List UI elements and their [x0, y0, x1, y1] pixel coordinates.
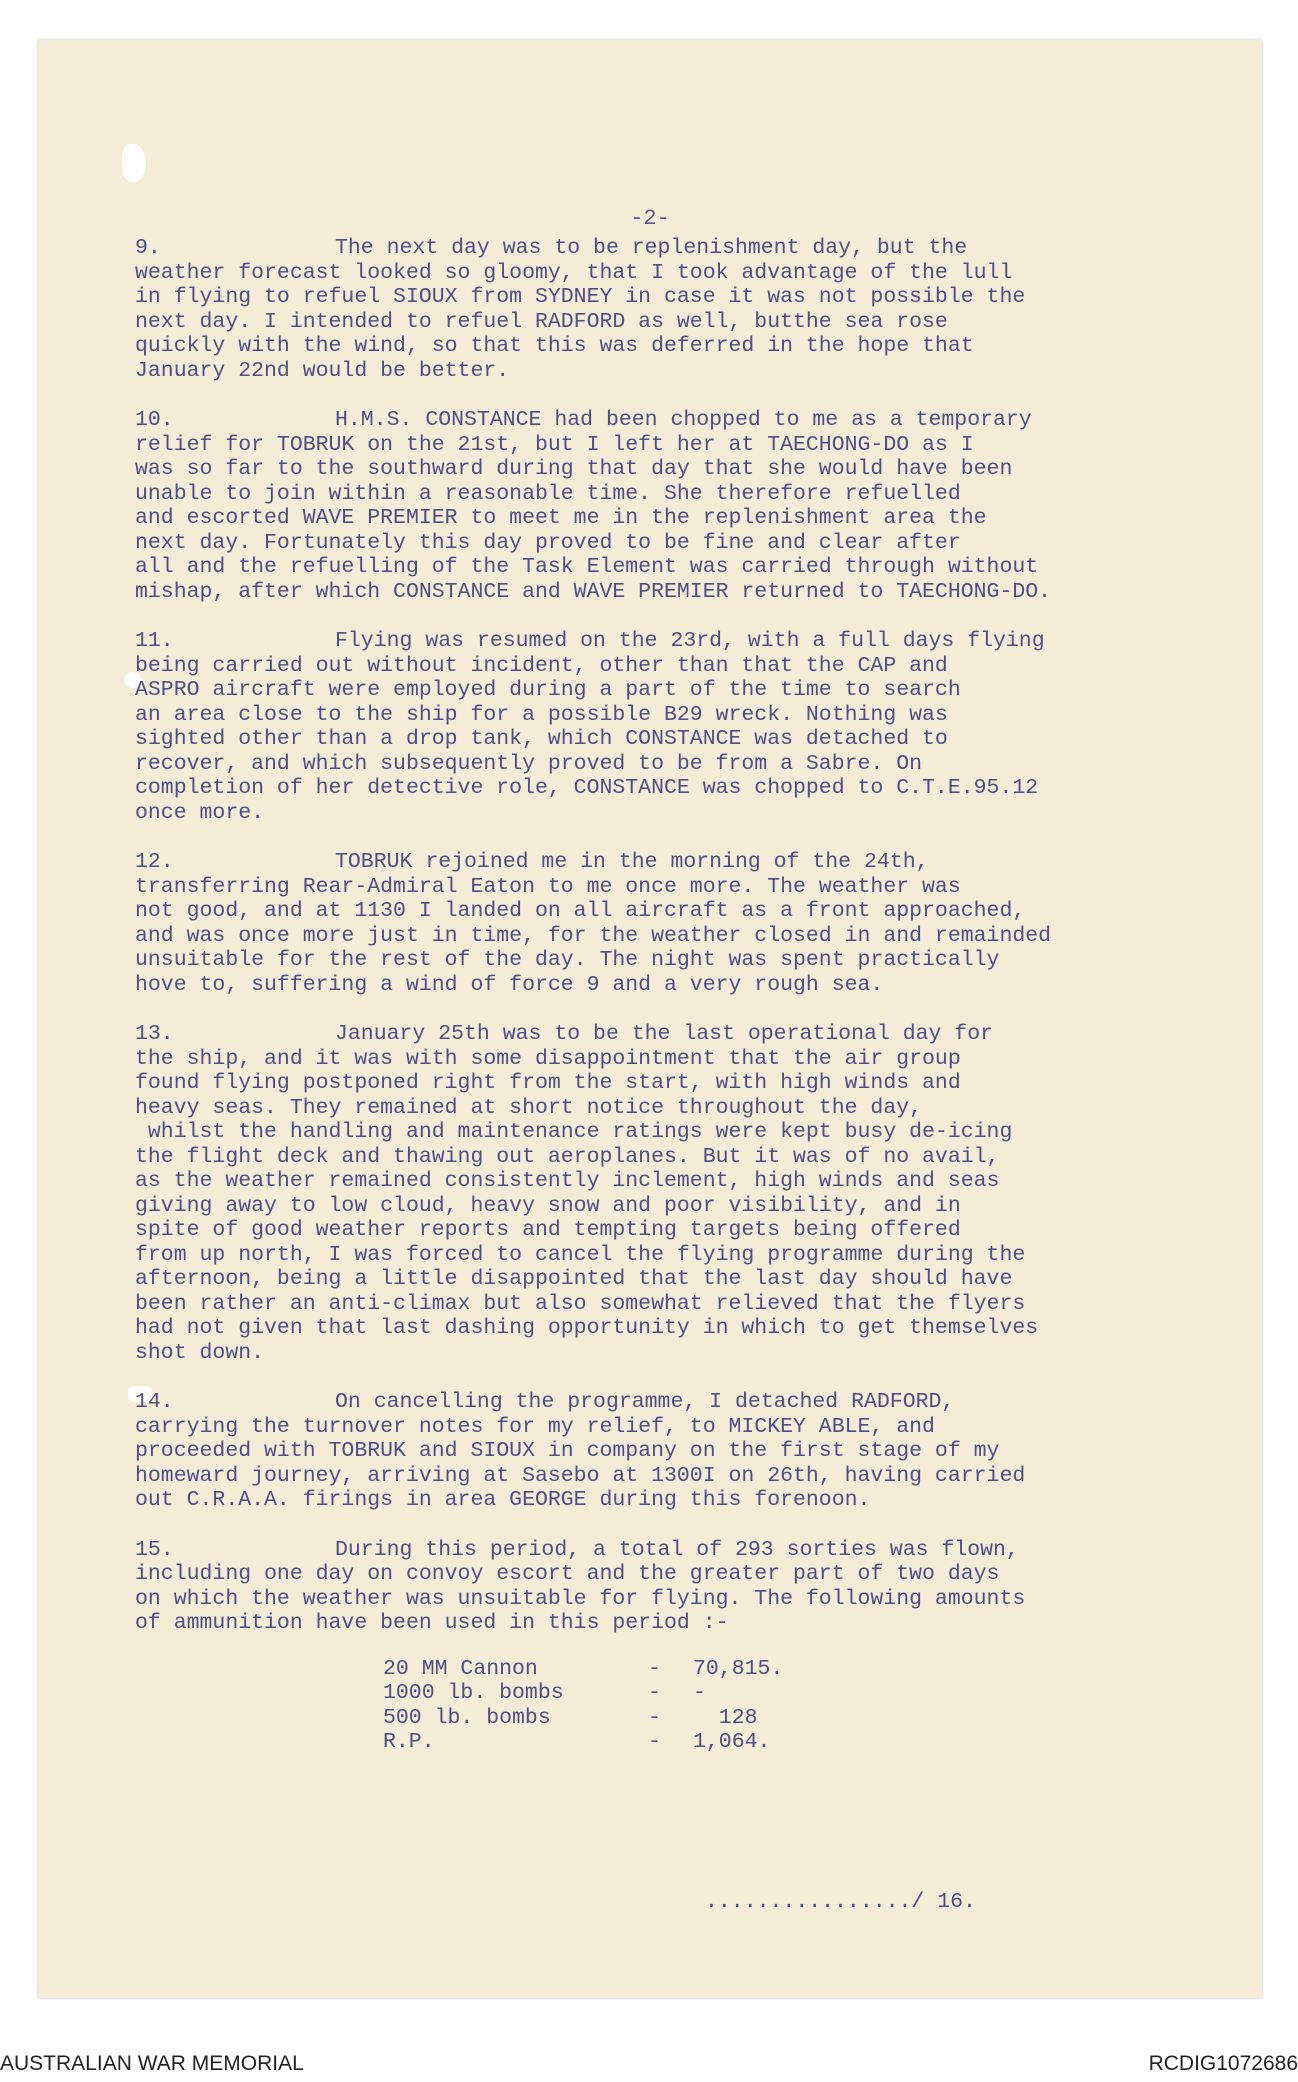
ammunition-item: 500 lb. bombs [383, 1705, 551, 1730]
paragraph-line: TOBRUK rejoined me in the morning of the 24th, [335, 850, 929, 874]
paragraph-line: as the weather remained consistently inclement, high winds and seas [135, 1169, 1000, 1193]
paragraph [135, 1538, 1195, 1636]
ammunition-item: 20 MM Cannon [383, 1656, 538, 1681]
paragraph-line: an area close to the ship for a possible B29 wreck. Nothing was [135, 702, 948, 727]
paragraph-line: quickly with the wind, so that this was deferred in the hope that [135, 334, 974, 358]
paragraph [135, 850, 1195, 997]
ammunition-table [383, 1657, 1195, 1755]
paragraph-line: ASPRO aircraft were employed during a part of the time to search [135, 678, 961, 702]
paragraph-line: weather forecast looked so gloomy, that I took advantage of the lull [135, 260, 1013, 285]
ammunition-item: R.P. [383, 1730, 435, 1754]
paragraph-line: afternoon, being a little disappointed that the last day should have [135, 1267, 1013, 1291]
paragraph-line: not good, and at 1130 I landed on all aircraft as a front approached, [135, 899, 1026, 923]
ammunition-value: 128 [693, 1705, 758, 1730]
punch-hole [122, 144, 146, 182]
paragraph-line: On cancelling the programme, I detached RADFORD, [335, 1390, 955, 1414]
paragraph-line: on which the weather was unsuitable for flying. The following amounts [135, 1586, 1026, 1611]
paragraph-line: heavy seas. They remained at short notice throughout the day, [135, 1095, 923, 1120]
paragraph-line: unsuitable for the rest of the day. The night was spent practically [135, 948, 1000, 972]
ammunition-dash: - [648, 1705, 661, 1730]
paragraph-line: of ammunition have been used in this period :- [135, 1611, 729, 1635]
paragraph-number: 11. [135, 629, 174, 653]
paragraph-line: Flying was resumed on the 23rd, with a full days flying [335, 629, 1045, 653]
paragraph [135, 236, 1195, 383]
paragraph-line: transferring Rear-Admiral Eaton to me once more. The weather was [135, 874, 961, 899]
ammunition-row [383, 1730, 1195, 1755]
ammunition-row [383, 1681, 1195, 1706]
ammunition-item: 1000 lb. bombs [383, 1681, 564, 1705]
paragraph-line: in flying to refuel SIOUX from SYDNEY in case it was not possible the [135, 285, 1026, 309]
paragraph-line: and was once more just in time, for the weather closed in and remainded [135, 923, 1052, 948]
paragraph-line: The next day was to be replenishment day, but the [335, 236, 968, 260]
paragraph-line: completion of her detective role, CONSTANCE was chopped to C.T.E.95.12 [135, 776, 1039, 800]
paragraph [135, 1390, 1195, 1513]
paragraph-line: spite of good weather reports and tempting targets being offered [135, 1218, 961, 1242]
paragraph-line: relief for TOBRUK on the 21st, but I left her at TAECHONG-DO as I [135, 432, 974, 457]
ammunition-value: 70,815. [693, 1656, 784, 1681]
paragraph-line: giving away to low cloud, heavy snow and poor visibility, and in [135, 1193, 961, 1218]
ammunition-value: 1,064. [693, 1730, 771, 1754]
paragraph-line: out C.R.A.A. firings in area GEORGE during this forenoon. [135, 1488, 871, 1512]
paragraph-line: hove to, suffering a wind of force 9 and a very rough sea. [135, 972, 884, 997]
ammunition-row [383, 1706, 1195, 1731]
paragraph-line: whilst the handling and maintenance ratings were kept busy de-icing [135, 1120, 1013, 1144]
paragraph-number: 9. [135, 236, 161, 260]
paragraph-line: next day. I intended to refuel RADFORD as well, butthe sea rose [135, 309, 948, 334]
paragraph-number: 14. [135, 1390, 174, 1414]
paragraph-line: During this period, a total of 293 sorties was flown, [335, 1537, 1019, 1562]
paragraph-line: proceeded with TOBRUK and SIOUX in company on the first stage of my [135, 1439, 1000, 1463]
paragraph [135, 408, 1195, 604]
paragraph-line: the ship, and it was with some disappointment that the air group [135, 1046, 961, 1071]
paragraph-line: been rather an anti-climax but also somewhat relieved that the flyers [135, 1291, 1026, 1316]
paragraph-line: unable to join within a reasonable time. She therefore refuelled [135, 481, 961, 506]
paragraph-line: was so far to the southward during that day that she would have been [135, 457, 1013, 481]
paragraph-line: next day. Fortunately this day proved to be fine and clear after [135, 530, 961, 555]
paragraph-line: recover, and which subsequently proved to be from a Sabre. On [135, 751, 923, 776]
paragraph-line: being carried out without incident, other than that the CAP and [135, 653, 948, 678]
paragraph-line: shot down. [135, 1340, 265, 1365]
paragraph-line: mishap, after which CONSTANCE and WAVE PREMIER returned to TAECHONG-DO. [135, 579, 1052, 604]
paragraph-line: found flying postponed right from the start, with high winds and [135, 1071, 961, 1095]
ammunition-dash: - [648, 1681, 661, 1705]
paragraph-line: all and the refuelling of the Task Element was carried through without [135, 555, 1039, 579]
paragraph-line: H.M.S. CONSTANCE had been chopped to me as a temporary [335, 408, 1032, 432]
paragraph-number: 12. [135, 850, 174, 874]
ammunition-value: - [693, 1681, 706, 1705]
document-body [135, 236, 1195, 1755]
paragraph-line: had not given that last dashing opportunity in which to get themselves [135, 1316, 1039, 1340]
paragraph-number: 15. [135, 1537, 174, 1562]
paragraph-line: the flight deck and thawing out aeroplanes. But it was of no avail, [135, 1144, 1000, 1169]
paragraph-line: from up north, I was forced to cancel the flying programme during the [135, 1242, 1026, 1267]
paragraph-line: sighted other than a drop tank, which CONSTANCE was detached to [135, 727, 948, 751]
paragraph-line: homeward journey, arriving at Sasebo at 1300I on 26th, having carried [135, 1463, 1026, 1488]
paragraph-line: January 25th was to be the last operational day for [335, 1022, 994, 1046]
paragraph-number: 10. [135, 408, 174, 432]
paragraph-line: including one day on convoy escort and the greater part of two days [135, 1562, 1000, 1586]
ammunition-row [383, 1657, 1195, 1682]
paragraph-line: once more. [135, 800, 265, 825]
footer-credit: AUSTRALIAN WAR MEMORIAL [0, 2052, 304, 2075]
page-number: -2- [630, 206, 670, 231]
ammunition-dash: - [648, 1656, 661, 1681]
paragraph [135, 629, 1195, 825]
paragraph-line: carrying the turnover notes for my relief, to MICKEY ABLE, and [135, 1414, 935, 1439]
paragraph-line: and escorted WAVE PREMIER to meet me in the replenishment area the [135, 506, 987, 530]
ammunition-dash: - [648, 1730, 661, 1754]
continuation-marker: ................/ 16. [705, 1890, 976, 1914]
paragraph-line: January 22nd would be better. [135, 358, 510, 383]
paragraph [135, 1022, 1195, 1365]
paragraph-number: 13. [135, 1022, 174, 1046]
footer-id: RCDIG1072686 [1148, 2052, 1298, 2075]
